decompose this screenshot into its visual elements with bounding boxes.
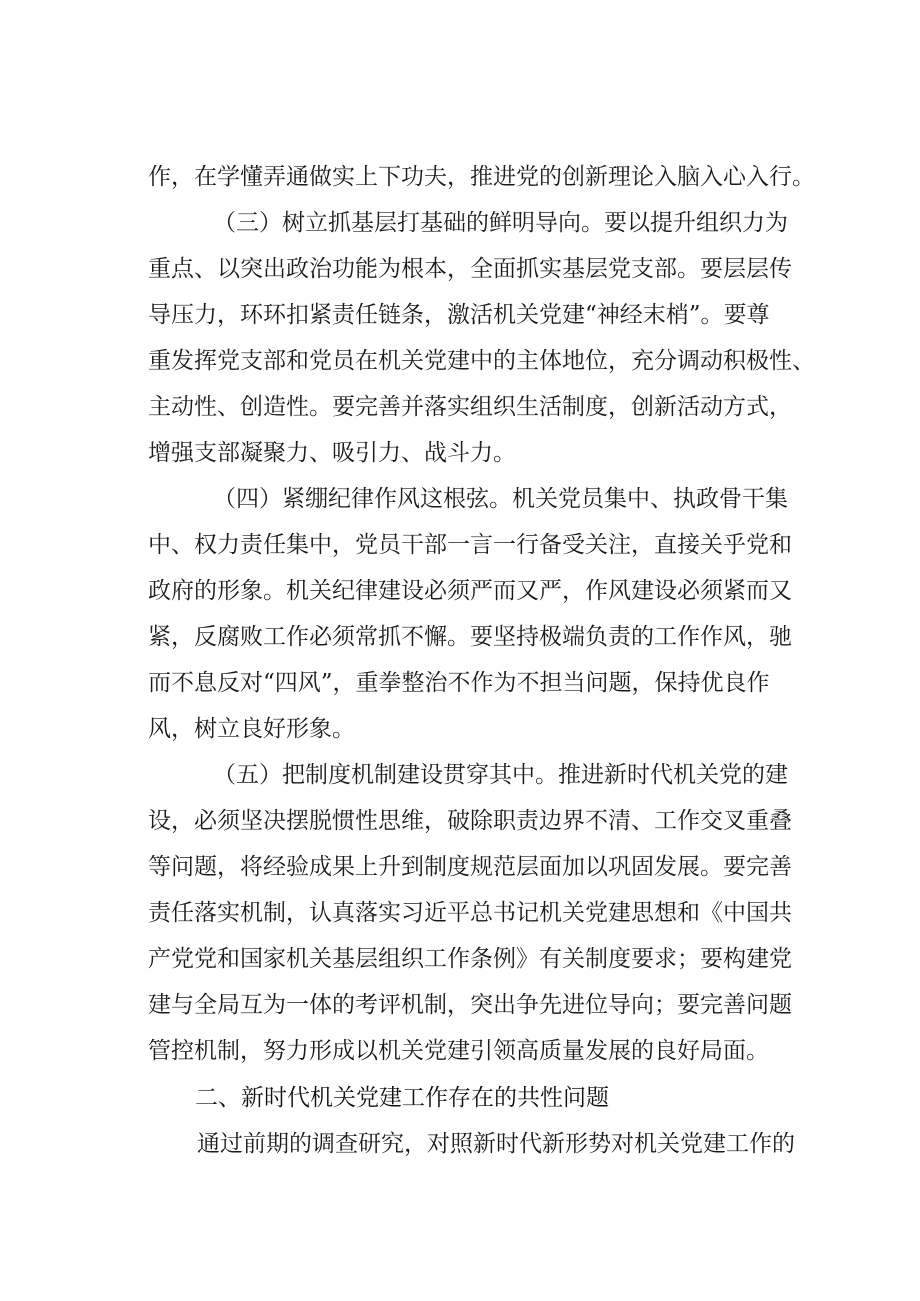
text-line: 产党党和国家机关基层组织工作条例》有关制度要求；要构建党 [148,946,792,972]
text-line: 重发挥党支部和党员在机关党建中的主体地位，充分调动积极性、 [148,348,815,374]
text-line: 增强支部凝聚力、吸引力、战斗力。 [148,440,516,466]
text-line: 作，在学懂弄通做实上下功夫，推进党的创新理论入脑入心入行。 [148,164,815,190]
text-line: （三）树立抓基层打基础的鲜明导向。要以提升组织力为 [213,210,788,236]
section-heading: 二、新时代机关党建工作存在的共性问题 [195,1085,609,1111]
text-line: 等问题，将经验成果上升到制度规范层面加以巩固发展。要完善 [148,854,792,880]
text-line: 重点、以突出政治功能为根本，全面抓实基层党支部。要层层传 [148,256,792,282]
text-line: 主动性、创造性。要完善并落实组织生活制度，创新活动方式， [148,394,792,420]
text-line: （四）紧绷纪律作风这根弦。机关党员集中、执政骨干集 [213,486,788,512]
text-line: 风，树立良好形象。 [148,716,355,742]
text-line: 导压力，环环扣紧责任链条，激活机关党建“神经末梢”。要尊 [148,302,770,328]
text-line: 通过前期的调查研究，对照新时代新形势对机关党建工作的 [197,1131,795,1157]
text-line: 中、权力责任集中，党员干部一言一行备受关注，直接关乎党和 [148,532,792,558]
text-line: 建与全局互为一体的考评机制，突出争先进位导向；要完善问题 [148,992,792,1018]
text-line: 而不息反对“四风”，重拳整治不作为不担当问题，保持优良作 [148,670,770,696]
text-line: 管控机制，努力形成以机关党建引领高质量发展的良好局面。 [148,1038,769,1064]
text-line: （五）把制度机制建设贯穿其中。推进新时代机关党的建 [213,762,788,788]
text-line: 紧，反腐败工作必须常抓不懈。要坚持极端负责的工作作风，驰 [148,624,792,650]
text-line: 设，必须坚决摆脱惯性思维，破除职责边界不清、工作交叉重叠 [148,808,792,834]
text-line: 政府的形象。机关纪律建设必须严而又严，作风建设必须紧而又 [148,578,792,604]
text-line: 责任落实机制，认真落实习近平总书记机关党建思想和《中国共 [148,900,792,926]
